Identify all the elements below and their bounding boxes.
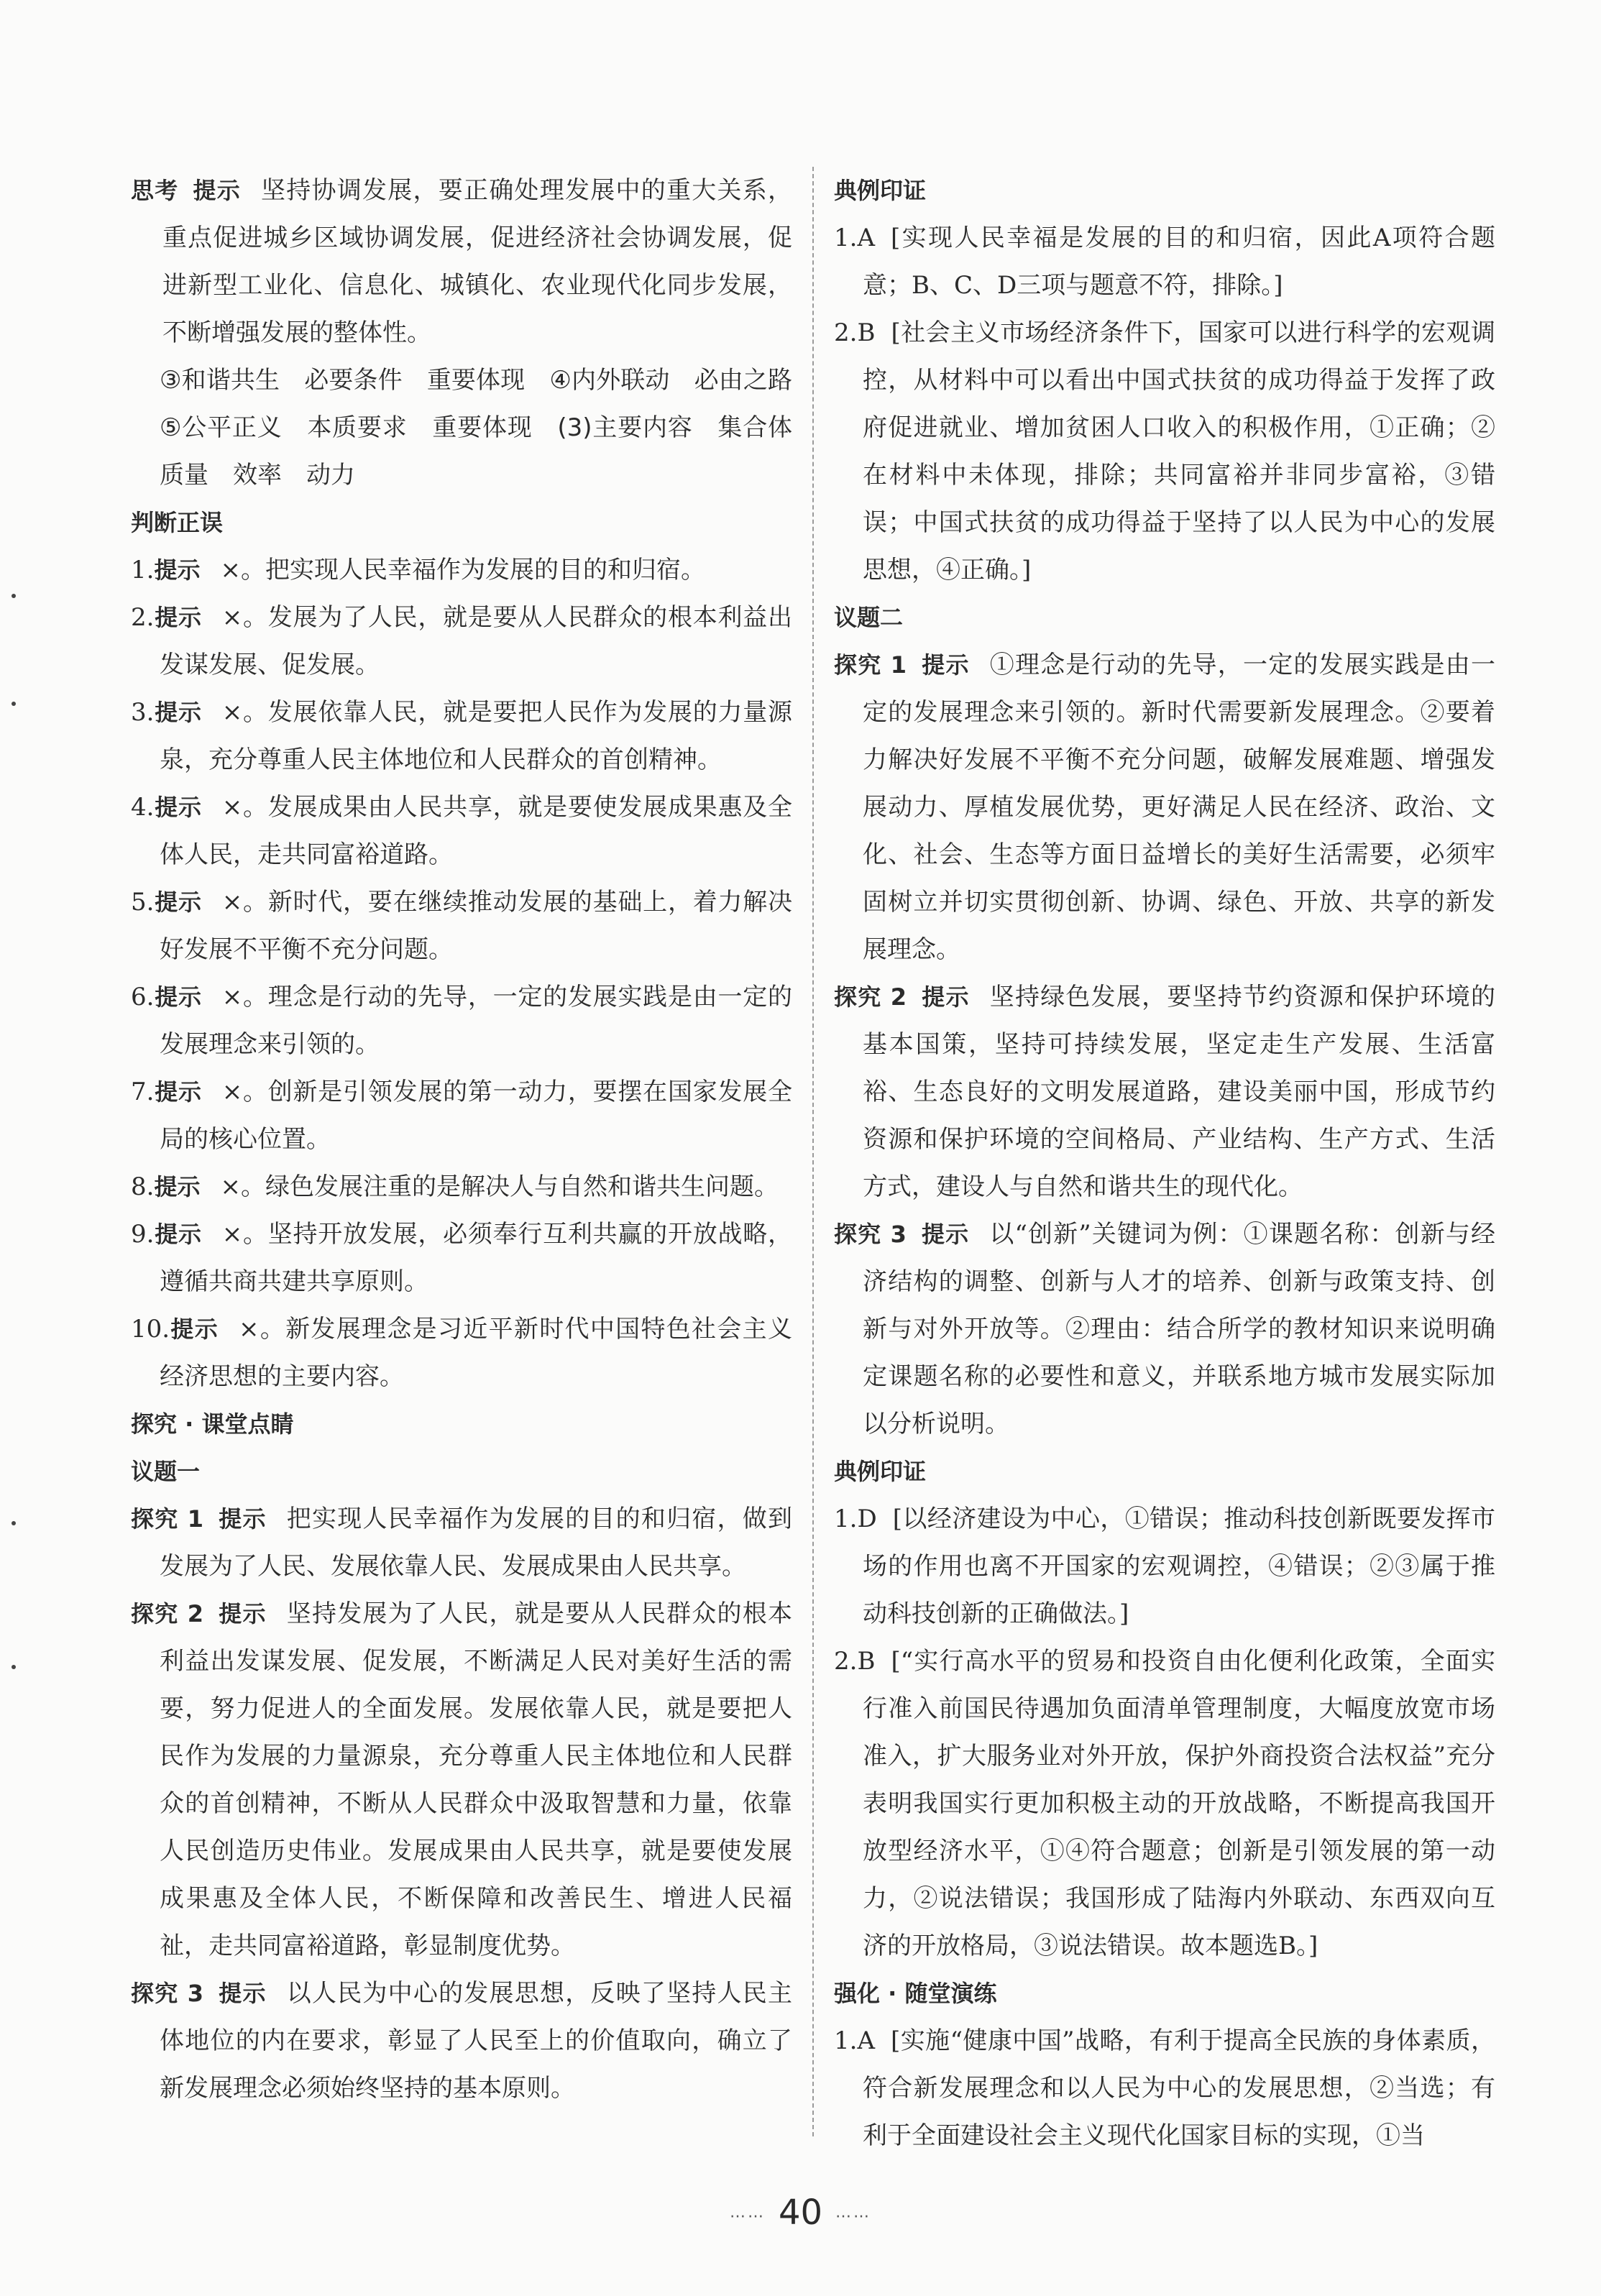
- topic2-item-hint: 提示: [921, 651, 970, 679]
- judge-item-number: 3.: [131, 698, 155, 727]
- thinking-text: 坚持协调发展，要正确处理发展中的重大关系，重点促进城乡区域协调发展，促进经济社会协调发展，促进新型工业化、信息化、城镇化、农业现代化同步发展，不断增强发展的整体性。: [162, 176, 792, 347]
- judge-item-text: ×。发展成果由人民共享，就是要使发展成果惠及全体人民，走共同富裕道路。: [160, 793, 792, 869]
- example2-item-text: [以经济建设为中心，①错误；推动科技创新既要发挥市场的作用也离不开国家的宏观调控，④错误；②③属于推动科技创新的正确做法。]: [863, 1505, 1495, 1628]
- judge-item-text: ×。新时代，要在继续推动发展的基础上，着力解决好发展不平衡不充分问题。: [160, 888, 792, 964]
- example1-item-number: 2.: [834, 318, 858, 347]
- practice-title: 强化 · 随堂演练: [834, 1980, 997, 2007]
- example1-item-answer: B: [857, 318, 876, 347]
- thinking-block: [131, 167, 792, 357]
- column-divider: [812, 167, 814, 2136]
- judge-item-number: 9.: [131, 1220, 155, 1249]
- judge-item-text: ×。把实现人民幸福作为发展的目的和归宿。: [220, 556, 705, 584]
- judge-item: [131, 1305, 792, 1400]
- practice-item-number: 1.: [834, 2026, 858, 2055]
- judge-item-hint: 提示: [170, 1315, 219, 1343]
- example1-item: [834, 214, 1495, 309]
- judge-item-text: ×。发展为了人民，就是要从人民群众的根本利益出发谋发展、促发展。: [160, 603, 792, 679]
- judge-list: [131, 546, 792, 1400]
- judge-item-number: 6.: [131, 983, 155, 1011]
- topic1-list: [131, 1495, 792, 2112]
- scan-mark: [12, 594, 16, 598]
- judge-item-text: ×。新发展理念是习近平新时代中国特色社会主义经济思想的主要内容。: [160, 1315, 792, 1391]
- judge-item: [131, 1211, 792, 1305]
- topic1-item-text: 坚持发展为了人民，就是要从人民群众的根本利益出发谋发展、促发展，不断满足人民对美好生活的需要，努力促进人的全面发展。发展依靠人民，就是要把人民作为发展的力量源泉，充分尊重人民主体地位和人民群众的首创精神，不断从人民群众中汲取智慧和力量，依靠人民创造历史伟业。发展成果由人民共享，就是要使发展成果惠及全体人民，不断保障和改善民生、增进人民福祉，走共同富裕道路，彰显制度优势。: [160, 1599, 792, 1960]
- page-footer: [0, 2192, 1601, 2233]
- judge-item: [131, 594, 792, 689]
- judge-item-text: ×。绿色发展注重的是解决人与自然和谐共生问题。: [220, 1172, 779, 1201]
- scan-mark: [12, 702, 16, 706]
- judge-item: [131, 878, 792, 973]
- thinking-hint: 提示: [193, 177, 241, 204]
- judge-item: [131, 784, 792, 878]
- topic1-item-label: 探究 1: [131, 1505, 204, 1533]
- judge-item-hint: 提示: [154, 604, 202, 631]
- topic1-item-hint: 提示: [218, 1505, 267, 1533]
- topic2-item-label: 探究 3: [834, 1221, 907, 1248]
- example2-title: 典例印证: [834, 1458, 927, 1485]
- judge-item-hint: 提示: [154, 556, 201, 584]
- topic1-item-text: 以人民为中心的发展思想，反映了坚持人民主体地位的内在要求，彰显了人民至上的价值取向，确立了新发展理念必须始终坚持的基本原则。: [160, 1979, 792, 2103]
- topic1-item-text: 把实现人民幸福作为发展的目的和归宿，做到发展为了人民、发展依靠人民、发展成果由人民共享。: [160, 1505, 792, 1581]
- judge-item: [131, 1068, 792, 1163]
- topic1-item-hint: 提示: [218, 1600, 267, 1627]
- example2-item: [834, 1495, 1495, 1638]
- right-column: [834, 167, 1495, 2159]
- judge-item-number: 8.: [131, 1172, 155, 1201]
- judge-item-hint: 提示: [154, 1078, 202, 1106]
- judge-item-text: ×。坚持开放发展，必须奉行互利共赢的开放战略，遵循共商共建共享原则。: [160, 1220, 792, 1296]
- topic2-item-hint: 提示: [920, 1221, 970, 1248]
- topic2-title: 议题二: [834, 604, 904, 631]
- left-column: [131, 167, 817, 2112]
- judge-item: [131, 973, 792, 1068]
- judge-item-number: 2.: [131, 603, 155, 632]
- example1-item: [834, 309, 1495, 594]
- judge-item-number: 7.: [131, 1078, 155, 1106]
- judge-item-text: ×。理念是行动的先导，一定的发展实践是由一定的发展理念来引领的。: [160, 983, 792, 1059]
- footer-dots-right: ……: [835, 2203, 872, 2222]
- example2-list: [834, 1495, 1495, 1970]
- topic1-title: 议题一: [131, 1458, 201, 1485]
- judge-item-hint: 提示: [154, 1221, 202, 1248]
- topic2-item: [834, 973, 1495, 1211]
- topic2-item-label: 探究 2: [834, 983, 907, 1011]
- practice-item: [834, 2017, 1495, 2159]
- topic2-item-label: 探究 1: [834, 651, 907, 679]
- judge-item-text: ×。创新是引领发展的第一动力，要摆在国家发展全局的核心位置。: [160, 1078, 792, 1154]
- judge-item: [131, 546, 792, 594]
- judge-item-hint: 提示: [154, 699, 202, 726]
- judge-item-text: ×。发展依靠人民，就是要把人民作为发展的力量源泉，充分尊重人民主体地位和人民群众的首创精神。: [160, 698, 792, 774]
- topic1-item: [131, 1590, 792, 1970]
- topic2-item: [834, 1211, 1495, 1448]
- judge-item-number: 10.: [131, 1315, 170, 1344]
- topic2-item-text: ①理念是行动的先导，一定的发展实践是由一定的发展理念来引领的。新时代需要新发展理念。②要着力解决好发展不平衡不充分问题，破解发展难题、增强发展动力、厚植发展优势，更好满足人民在经济、政治、文化、社会、生态等方面日益增长的美好生活需要，必须牢固树立并切实贯彻创新、协调、绿色、开放、共享的新发展理念。: [863, 651, 1495, 964]
- thinking-label: 思考: [131, 177, 179, 204]
- topic1-item: [131, 1495, 792, 1590]
- scan-mark: [12, 1521, 16, 1525]
- practice-item-text: [实施“健康中国”战略，有利于提高全民族的身体素质，符合新发展理念和以人民为中心的发展思想，②当选；有利于全面建设社会主义现代化国家目标的实现，①当: [863, 2026, 1495, 2150]
- example2-item-answer: D: [857, 1505, 877, 1533]
- example1-title: 典例印证: [834, 177, 927, 204]
- topic1-item-hint: 提示: [218, 1980, 267, 2007]
- judge-item-hint: 提示: [154, 888, 202, 916]
- judge-title: 判断正误: [131, 509, 224, 536]
- topic2-item-text: 坚持绿色发展，要坚持节约资源和保护环境的基本国策，坚持可持续发展，坚定走生产发展、生活富裕、生态良好的文明发展道路，建设美丽中国，形成节约资源和保护环境的空间格局、产业结构、生产方式、生活方式，建设人与自然和谐共生的现代化。: [863, 983, 1495, 1201]
- judge-item-hint: 提示: [154, 794, 202, 821]
- topic2-list: [834, 641, 1495, 1448]
- topic1-item-label: 探究 3: [131, 1980, 204, 2007]
- judge-item-number: 5.: [131, 888, 155, 917]
- footer-dots-left: ……: [729, 2203, 766, 2222]
- example2-item: [834, 1638, 1495, 1970]
- judge-item: [131, 1163, 792, 1211]
- example2-item-number: 2.: [834, 1647, 858, 1676]
- scan-mark: [12, 1665, 16, 1669]
- topic2-item-hint: 提示: [921, 983, 970, 1011]
- judge-item-hint: 提示: [154, 1173, 201, 1200]
- example1-item-text: [实现人民幸福是发展的目的和归宿，因此A项符合题意；B、C、D三项与题意不符，排除。]: [863, 224, 1495, 300]
- thinking-answers: ③和谐共生 必要条件 重要体现 ④内外联动 必由之路 ⑤公平正义 本质要求 重要体现 (3)主要内容 集合体 质量 效率 动力: [160, 366, 817, 490]
- practice-item-answer: A: [857, 2026, 876, 2055]
- judge-item: [131, 689, 792, 784]
- example1-item-answer: A: [857, 224, 876, 252]
- example2-item-text: [“实行高水平的贸易和投资自由化便利化政策，全面实行准入前国民待遇加负面清单管理制度，大幅度放宽市场准入，扩大服务业对外开放，保护外商投资合法权益”充分表明我国实行更加积极主动的开放战略，不断提高我国开放型经济水平，①④符合题意；创新是引领发展的第一动力，②说法错误；我国形成了陆海内外联动、东西双向互济的开放格局，③说法错误。故本题选B。]: [863, 1647, 1495, 1960]
- practice-list: [834, 2017, 1495, 2159]
- page-number: 40: [778, 2192, 823, 2233]
- judge-item-number: 1.: [131, 556, 155, 584]
- example1-list: [834, 214, 1495, 594]
- example1-item-text: [社会主义市场经济条件下，国家可以进行科学的宏观调控，从材料中可以看出中国式扶贫的成功得益于发挥了政府促进就业、增加贫困人口收入的积极作用，①正确；②在材料中未体现，排除；共同富裕并非同步富裕，③错误；中国式扶贫的成功得益于坚持了以人民为中心的发展思想，④正确。]: [863, 318, 1495, 584]
- topic1-item-label: 探究 2: [131, 1600, 204, 1627]
- topic2-item-text: 以“创新”关键词为例：①课题名称：创新与经济结构的调整、创新与人才的培养、创新与政策支持、创新与对外开放等。②理由：结合所学的教材知识来说明确定课题名称的必要性和意义，并联系地方城市发展实际加以分析说明。: [863, 1220, 1495, 1438]
- example2-item-answer: B: [857, 1647, 876, 1676]
- judge-item-hint: 提示: [154, 983, 202, 1011]
- explore-title: 探究 · 课堂点睛: [131, 1410, 294, 1438]
- example1-item-number: 1.: [834, 224, 858, 252]
- judge-item-number: 4.: [131, 793, 155, 822]
- topic1-item: [131, 1970, 792, 2112]
- example2-item-number: 1.: [834, 1505, 858, 1533]
- topic2-item: [834, 641, 1495, 973]
